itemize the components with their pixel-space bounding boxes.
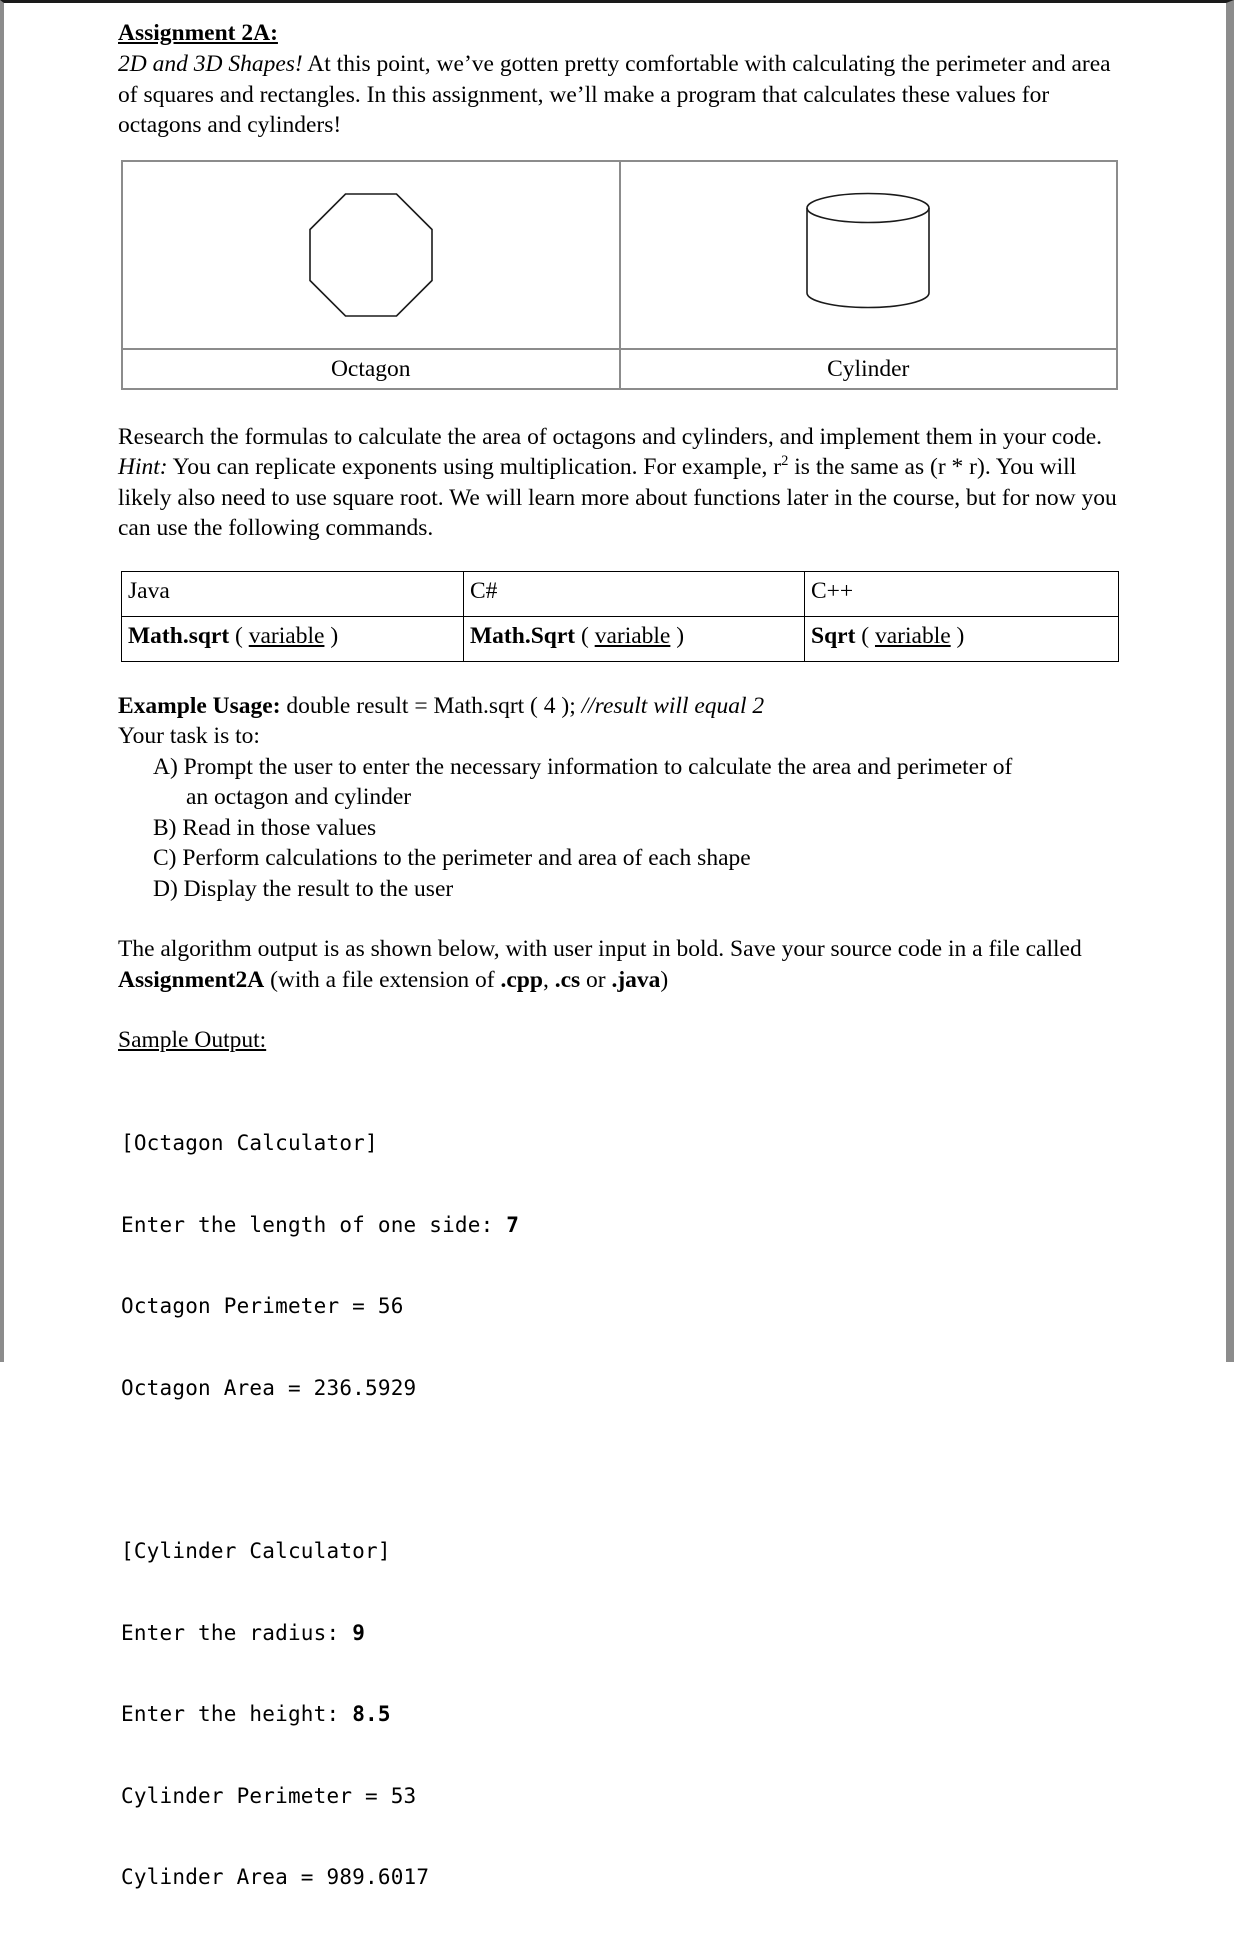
research-section: [118, 422, 1118, 544]
octagon-area-line: Octagon Area = 236.5929: [121, 1375, 417, 1400]
sample-output-heading-text: Sample Output:: [118, 1027, 267, 1053]
example-usage-line: [118, 691, 1118, 722]
cylinder-perimeter-line: Cylinder Perimeter = 53: [121, 1783, 417, 1808]
cylinder-radius-label: Enter the radius:: [121, 1620, 353, 1645]
octagon-output-header: [Octagon Calculator]: [121, 1130, 378, 1155]
cylinder-label: Cylinder: [620, 349, 1118, 389]
octagon-prompt-label: Enter the length of one side:: [121, 1212, 507, 1237]
cylinder-radius-value: 9: [352, 1620, 366, 1645]
save-separator-1: ,: [542, 966, 555, 993]
extension-cs: .cs: [554, 966, 581, 993]
command-open-cpp: (: [855, 622, 875, 649]
sample-output-block: [121, 1076, 1226, 1946]
research-paragraph: Research the formulas to calculate the area of octagons and cylinders, and implement them in your code.: [118, 423, 1103, 450]
octagon-perimeter-line: Octagon Perimeter = 56: [121, 1294, 404, 1319]
tasks-section: [118, 691, 1118, 1056]
cylinder-icon: [803, 192, 933, 318]
command-table-body-row: [122, 616, 1119, 661]
task-item-d: [155, 874, 1118, 905]
task-text-b: Read in those values: [176, 814, 377, 841]
assignment-title: Assignment 2A:: [118, 20, 278, 46]
octagon-label: Octagon: [122, 349, 620, 389]
octagon-figure-cell: [122, 161, 620, 349]
example-usage-label: Example Usage:: [118, 692, 281, 719]
example-usage-code: double result = Math.sqrt ( 4 );: [280, 692, 582, 719]
page-content-area: [4, 3, 1226, 1890]
save-separator-2: or: [580, 966, 612, 993]
save-text-part-a: The algorithm output is as shown below, with user input in bold. Save your source code in a file called: [118, 936, 1082, 962]
command-open-csharp: (: [575, 622, 595, 649]
example-usage-comment: //result will equal 2: [581, 692, 765, 719]
task-text-c: Perform calculations to the perimeter and area of each shape: [176, 845, 751, 871]
save-instructions-paragraph: [118, 934, 1118, 995]
command-cell-java: [122, 616, 464, 661]
command-arg-java: variable: [248, 622, 325, 649]
command-header-java: Java: [122, 571, 464, 616]
output-blank-line: [121, 1456, 1226, 1483]
command-close-java: ): [324, 622, 339, 649]
task-list: [118, 752, 1118, 905]
cylinder-height-value: 8.5: [352, 1702, 391, 1727]
command-fn-java: Math.sqrt: [128, 622, 230, 649]
task-continuation-a: an octagon and cylinder: [186, 784, 412, 810]
save-text-part-b: (with a file extension of: [264, 966, 501, 993]
extension-java: .java: [611, 966, 661, 993]
task-intro: Your task is to:: [118, 723, 260, 749]
command-close-cpp: ): [950, 622, 965, 649]
sample-output-heading: [118, 1025, 1118, 1056]
hint-paragraph: [118, 452, 1118, 544]
hint-text-part-b: is the same as (r * r). You will likely also need to use square root. We will learn more about functions later in the course, but for now you can use the following commands.: [118, 454, 1117, 541]
command-fn-cpp: Sqrt: [811, 622, 856, 649]
task-marker-b: B): [153, 814, 177, 841]
command-fn-csharp: Math.Sqrt: [470, 622, 576, 649]
command-header-csharp: C#: [464, 571, 805, 616]
octagon-prompt-value: 7: [506, 1212, 520, 1237]
task-text-a: Prompt the user to enter the necessary information to calculate the area and perimeter of: [177, 753, 1013, 780]
command-table-header-row: [122, 571, 1119, 616]
intro-subtitle: 2D and 3D Shapes!: [118, 51, 303, 77]
command-cell-csharp: [464, 616, 805, 661]
command-cell-cpp: [805, 616, 1119, 661]
command-arg-cpp: variable: [874, 622, 951, 649]
cylinder-area-line: Cylinder Area = 989.6017: [121, 1865, 430, 1890]
command-header-cpp: C++: [805, 571, 1119, 616]
command-arg-csharp: variable: [594, 622, 671, 649]
hint-exponent: 2: [781, 453, 789, 470]
octagon-prompt-line: [121, 1212, 1226, 1239]
cylinder-figure-cell: [620, 161, 1118, 349]
hint-label: Hint:: [118, 454, 168, 480]
task-item-a: [155, 752, 1118, 813]
task-marker-a: A): [153, 753, 178, 780]
octagon-icon: [308, 192, 434, 318]
cylinder-radius-line: [121, 1620, 1226, 1647]
task-marker-d: D): [153, 875, 178, 902]
shapes-figure-row: [122, 161, 1117, 349]
intro-body-text: At this point, we’ve gotten pretty comfortable with calculating the perimeter and area of squares and rectangles. In this assignment, we’ll make a program that calculates these values for octagons and cylinders!: [118, 51, 1111, 138]
intro-paragraph: [118, 49, 1118, 141]
command-open-java: (: [229, 622, 249, 649]
shapes-figure-table: [121, 160, 1118, 390]
task-marker-c: C): [153, 845, 177, 871]
cylinder-output-header: [Cylinder Calculator]: [121, 1538, 391, 1563]
task-item-b: [155, 813, 1118, 844]
hint-text-part-a: You can replicate exponents using multiplication. For example, r: [167, 454, 782, 480]
task-item-c: [155, 843, 1118, 874]
shapes-label-row: [122, 349, 1117, 389]
save-filename: Assignment2A: [118, 966, 265, 993]
cylinder-height-label: Enter the height:: [121, 1702, 353, 1727]
sqrt-command-table: [121, 571, 1119, 662]
save-text-part-c: ): [660, 966, 669, 993]
cylinder-height-line: [121, 1701, 1226, 1728]
document-text-body: [118, 17, 1118, 141]
extension-cpp: .cpp: [500, 966, 543, 993]
command-close-csharp: ): [670, 622, 685, 649]
task-text-d: Display the result to the user: [177, 875, 454, 902]
